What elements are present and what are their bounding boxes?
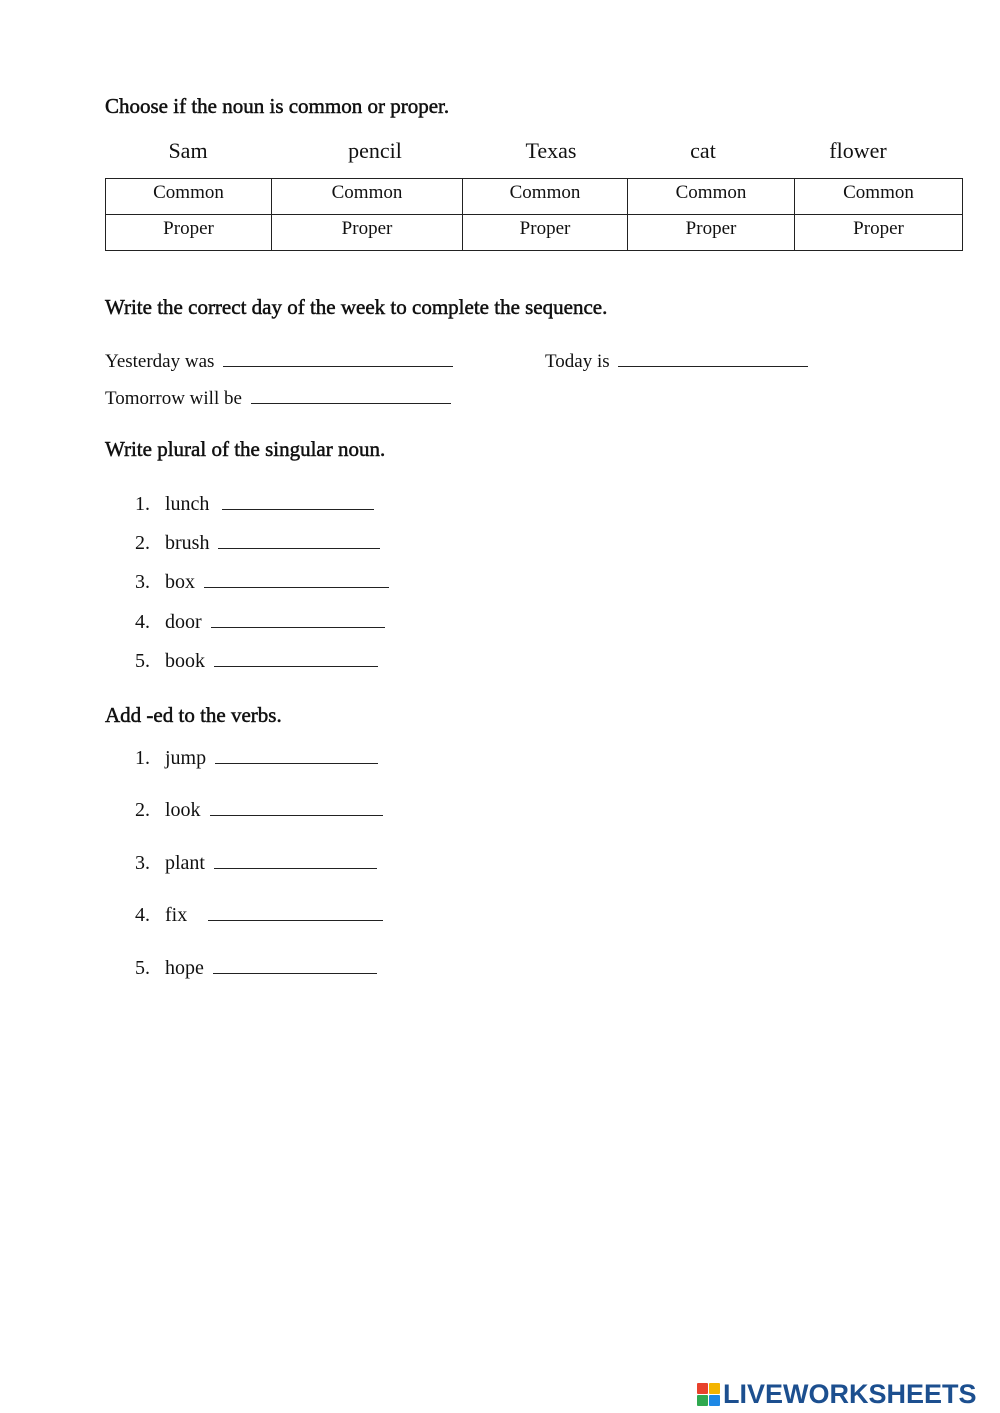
- list-number: 2.: [135, 799, 150, 821]
- verb-word: jump: [165, 747, 207, 769]
- plural-word: door: [165, 611, 202, 633]
- verb-word: plant: [165, 852, 205, 874]
- logo-square-yellow: [709, 1383, 720, 1394]
- list-number: 1.: [135, 747, 150, 769]
- section-common-proper-title: Choose if the noun is common or proper.: [105, 94, 450, 118]
- plural-blank[interactable]: [218, 531, 380, 549]
- table-row-proper: [106, 215, 963, 251]
- tomorrow-label: Tomorrow will be: [105, 388, 242, 409]
- tomorrow-blank[interactable]: [251, 386, 451, 404]
- list-number: 1.: [135, 493, 150, 515]
- list-number: 4.: [135, 611, 150, 633]
- logo-mark-icon: [697, 1383, 720, 1406]
- logo-text: LIVEWORKSHEETS: [723, 1378, 977, 1409]
- logo-square-red: [697, 1383, 708, 1394]
- choice-cell-common[interactable]: Common: [463, 179, 628, 215]
- choice-cell-common[interactable]: Common: [272, 179, 463, 215]
- verb-item-look: [135, 798, 383, 822]
- verb-item-hope: [135, 956, 377, 980]
- today-line: [545, 349, 808, 373]
- list-number: 5.: [135, 957, 150, 979]
- section-days-title: Write the correct day of the week to complete the sequence.: [105, 295, 608, 319]
- list-number: 4.: [135, 904, 150, 926]
- tomorrow-line: [105, 386, 451, 410]
- noun-word-flower: flower: [829, 138, 887, 163]
- yesterday-line: [105, 349, 453, 373]
- logo-square-blue: [709, 1395, 720, 1406]
- choice-cell-common[interactable]: Common: [795, 179, 963, 215]
- noun-word-cat: cat: [690, 138, 716, 163]
- verb-item-jump: [135, 746, 378, 770]
- liveworksheets-logo: [697, 1378, 977, 1410]
- logo-square-green: [697, 1395, 708, 1406]
- choice-cell-proper[interactable]: Proper: [106, 215, 272, 251]
- plural-word: box: [165, 571, 195, 593]
- list-number: 3.: [135, 852, 150, 874]
- yesterday-blank[interactable]: [223, 349, 453, 367]
- common-proper-table: [105, 178, 963, 251]
- plural-blank[interactable]: [204, 570, 389, 588]
- plural-blank[interactable]: [211, 610, 385, 628]
- list-number: 5.: [135, 650, 150, 672]
- verb-blank[interactable]: [215, 746, 378, 764]
- plural-item-box: [135, 570, 389, 594]
- choice-cell-proper[interactable]: Proper: [628, 215, 795, 251]
- verb-word: look: [165, 799, 201, 821]
- section-ed-verbs-title: Add -ed to the verbs.: [105, 703, 282, 727]
- section-plural-title: Write plural of the singular noun.: [105, 437, 386, 461]
- plural-word: book: [165, 650, 205, 672]
- plural-blank[interactable]: [222, 492, 374, 510]
- today-blank[interactable]: [618, 349, 808, 367]
- choice-cell-proper[interactable]: Proper: [795, 215, 963, 251]
- noun-word-sam: Sam: [168, 138, 208, 163]
- verb-blank[interactable]: [214, 851, 377, 869]
- noun-word-pencil: pencil: [348, 138, 402, 163]
- choice-cell-proper[interactable]: Proper: [463, 215, 628, 251]
- plural-item-door: [135, 610, 385, 634]
- verb-blank[interactable]: [210, 798, 383, 816]
- plural-item-lunch: [135, 492, 374, 516]
- noun-word-texas: Texas: [525, 138, 577, 163]
- plural-word: lunch: [165, 493, 210, 515]
- plural-item-brush: [135, 531, 380, 555]
- verb-blank[interactable]: [213, 956, 377, 974]
- verb-blank[interactable]: [208, 903, 383, 921]
- plural-blank[interactable]: [214, 649, 378, 667]
- plural-item-book: [135, 649, 378, 673]
- verb-item-plant: [135, 851, 377, 875]
- verb-word: hope: [165, 957, 204, 979]
- choice-cell-common[interactable]: Common: [628, 179, 795, 215]
- list-number: 2.: [135, 532, 150, 554]
- yesterday-label: Yesterday was: [105, 351, 215, 372]
- noun-word-row: [105, 138, 962, 164]
- verb-word: fix: [165, 904, 188, 926]
- plural-word: brush: [165, 532, 210, 554]
- choice-cell-common[interactable]: Common: [106, 179, 272, 215]
- list-number: 3.: [135, 571, 150, 593]
- verb-item-fix: [135, 903, 383, 927]
- today-label: Today is: [545, 351, 610, 372]
- table-row-common: [106, 179, 963, 215]
- choice-cell-proper[interactable]: Proper: [272, 215, 463, 251]
